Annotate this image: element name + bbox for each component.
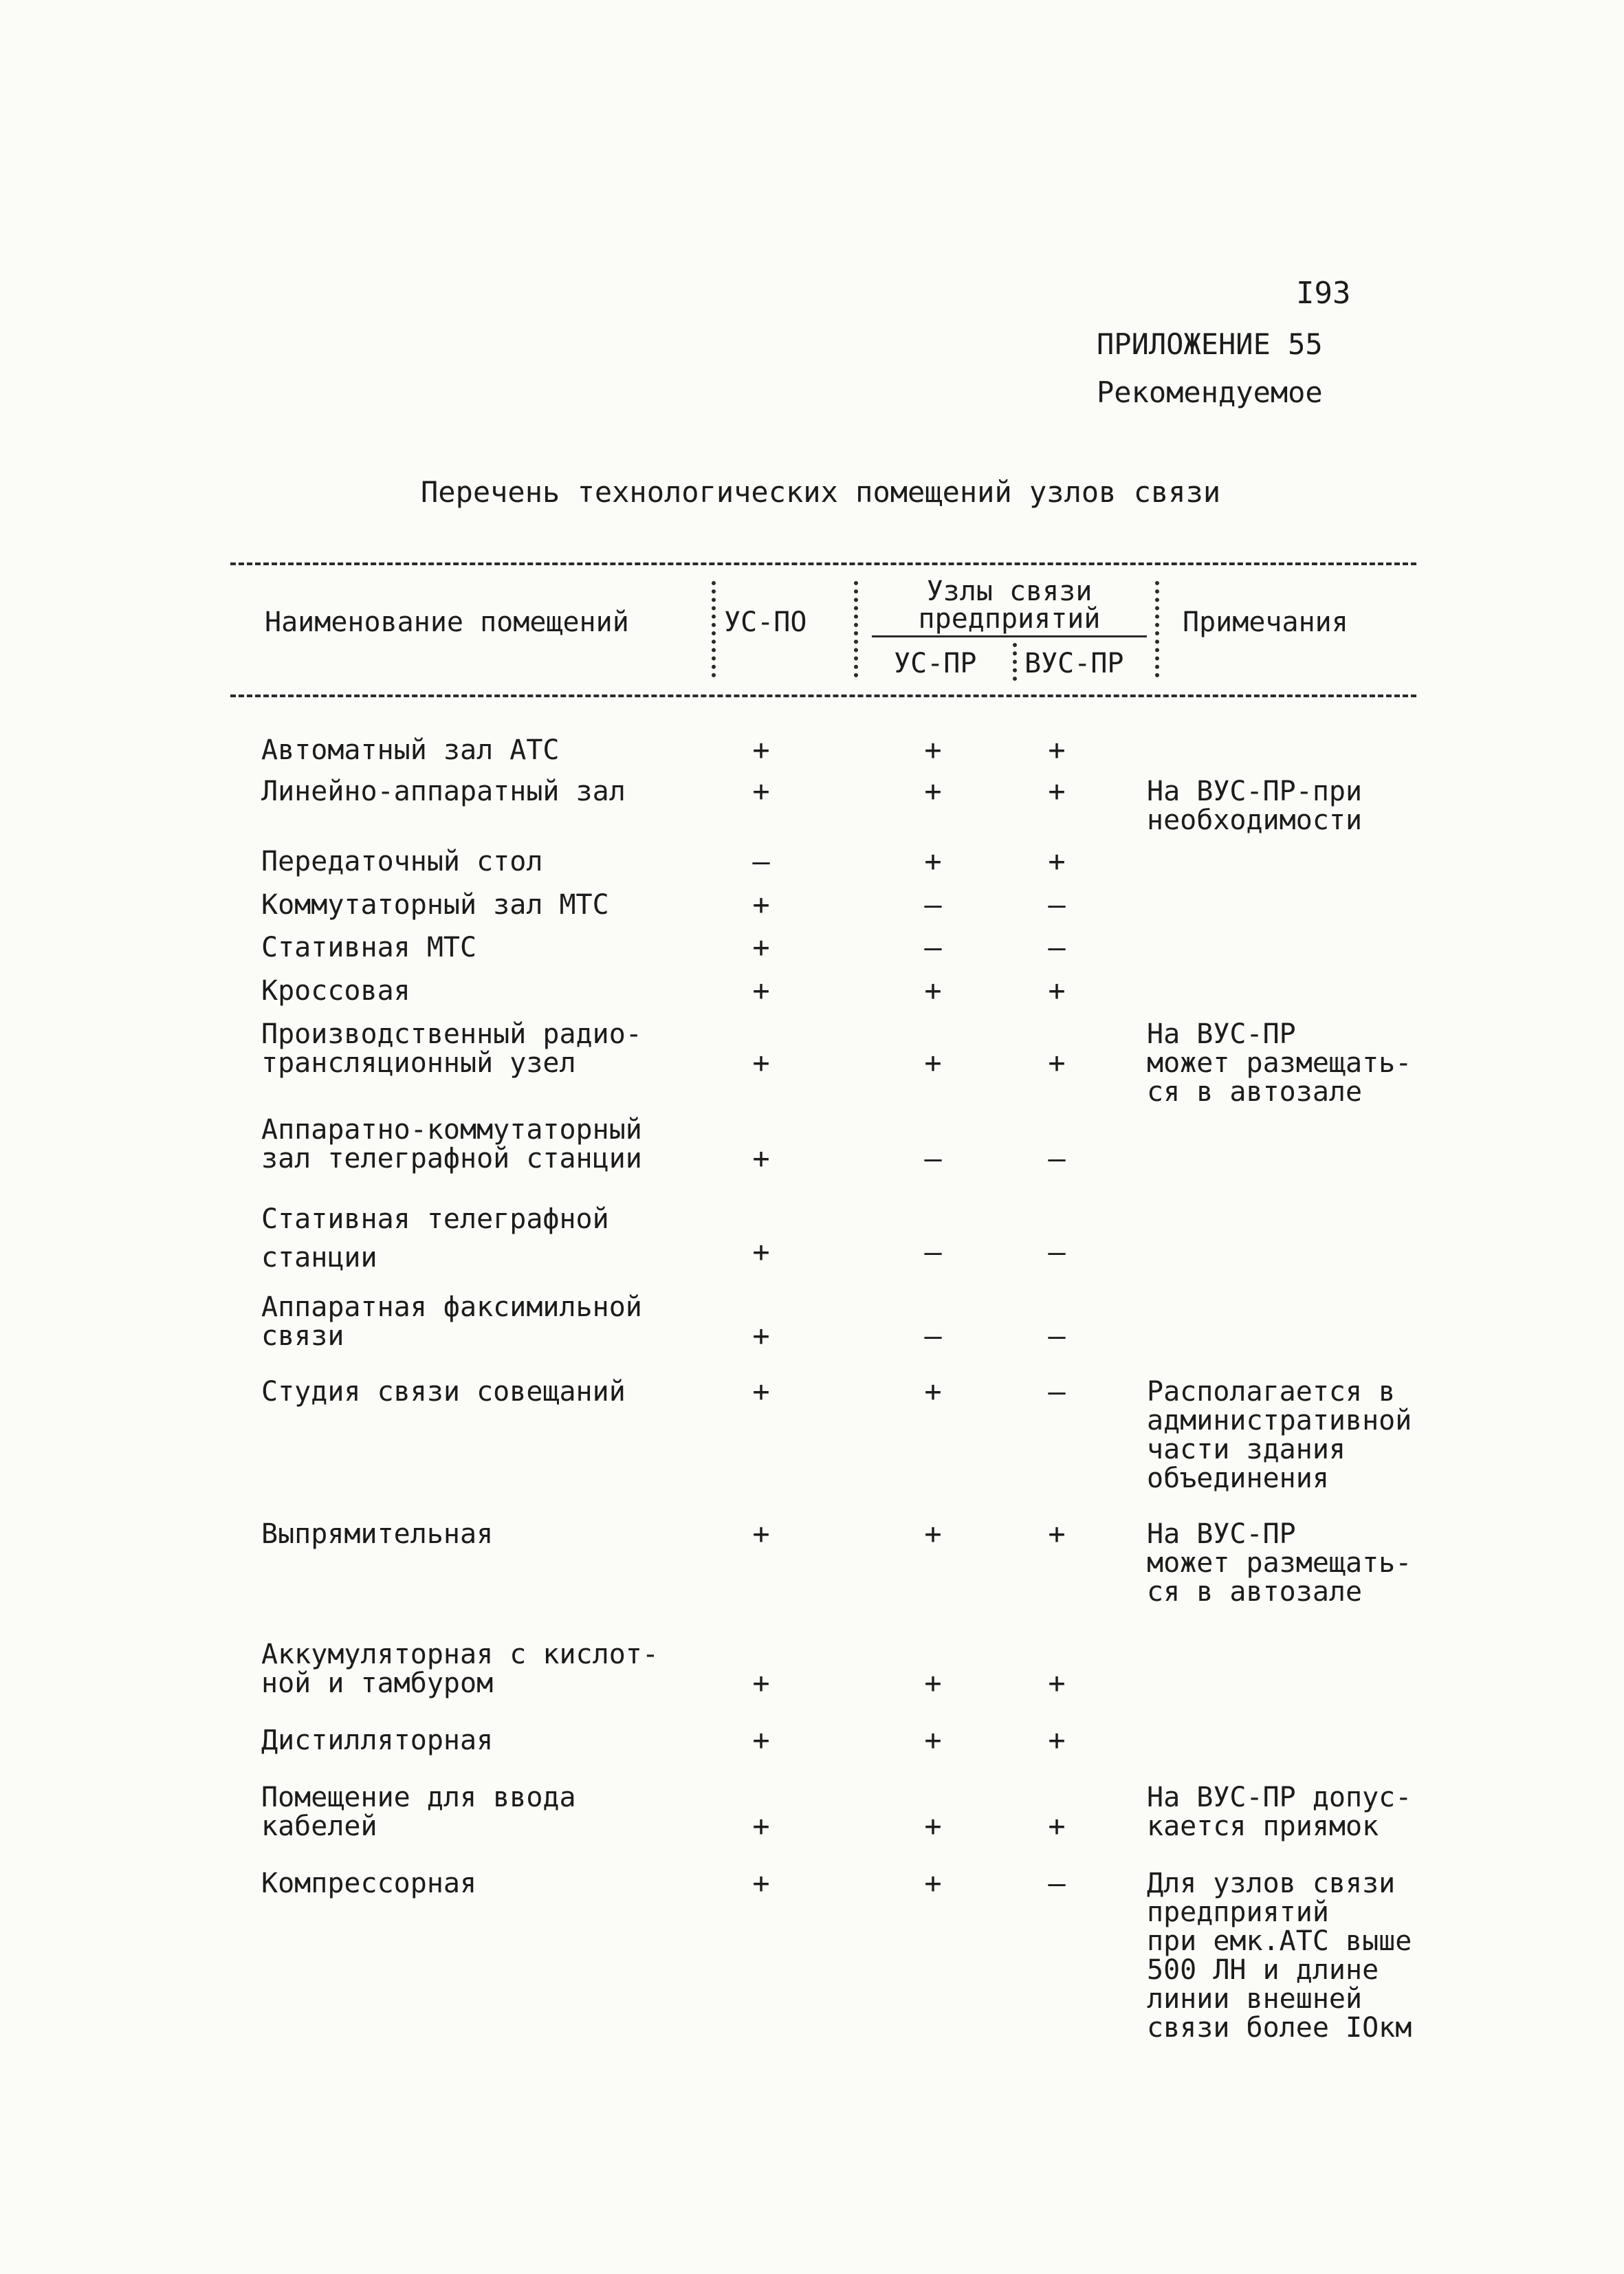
mark-us-pr: +	[924, 1666, 942, 1700]
room-name: Линейно-аппаратный зал	[261, 776, 626, 807]
page-number: I93	[1296, 276, 1351, 311]
mark-vus-pr: +	[1048, 1046, 1066, 1080]
recommended-label: Рекомендуемое	[1097, 375, 1323, 409]
mark-us-pr: –	[924, 1235, 942, 1269]
room-name: Передаточный стол	[261, 846, 543, 877]
mark-us-pr: +	[924, 1375, 942, 1408]
mark-vus-pr: +	[1048, 1723, 1066, 1757]
row-note: Для узлов связи предприятий при емк.АТС выше 500 ЛН и длине линии внешней связи более IOкм	[1147, 1868, 1412, 2044]
header-group-label: Узлы связи предприятий	[918, 576, 1101, 635]
room-name: Стативная МТС	[261, 932, 477, 963]
room-name: Студия связи совещаний	[261, 1376, 626, 1408]
mark-vus-pr: –	[1048, 1141, 1066, 1175]
mark-us-po: +	[752, 1809, 770, 1843]
mark-us-pr: +	[924, 1517, 942, 1551]
mark-us-pr: +	[924, 774, 942, 808]
mark-us-po: +	[752, 1375, 770, 1408]
mark-us-po: +	[752, 774, 770, 808]
col-divider-1	[712, 581, 716, 677]
mark-vus-pr: –	[1048, 888, 1066, 921]
row-note: На ВУС-ПР может размещать- ся в автозале	[1147, 1018, 1412, 1108]
mark-us-po: +	[752, 1046, 770, 1080]
room-name: Коммутаторный зал МТС	[261, 889, 609, 921]
mark-vus-pr: –	[1048, 930, 1066, 964]
mark-vus-pr: +	[1048, 774, 1066, 808]
mark-us-po: +	[752, 974, 770, 1007]
mark-vus-pr: –	[1048, 1235, 1066, 1269]
mark-us-pr: +	[924, 1866, 942, 1900]
mark-us-pr: –	[924, 1319, 942, 1353]
mark-us-pr: +	[924, 1046, 942, 1080]
table-header-rule	[230, 695, 1416, 697]
mark-vus-pr: –	[1048, 1866, 1066, 1900]
mark-us-pr: +	[924, 1723, 942, 1757]
row-note: На ВУС-ПР может размещать- ся в автозале	[1147, 1518, 1412, 1608]
mark-us-po: +	[752, 1517, 770, 1551]
mark-us-po: +	[752, 1319, 770, 1353]
header-us-pr: УС-ПР	[894, 648, 977, 679]
room-name: Аппаратная факсимильной связи	[261, 1291, 642, 1352]
header-vus-pr: ВУС-ПР	[1024, 648, 1124, 679]
header-notes: Примечания	[1183, 606, 1348, 638]
mark-vus-pr: +	[1048, 733, 1066, 767]
room-name: Выпрямительная	[261, 1518, 494, 1550]
room-name: Дистилляторная	[261, 1725, 494, 1756]
room-name: Автоматный зал АТС	[261, 734, 560, 766]
mark-vus-pr: +	[1048, 1517, 1066, 1551]
mark-us-po: +	[752, 1141, 770, 1175]
row-note: На ВУС-ПР-при необходимости	[1147, 776, 1363, 836]
appendix-label: ПРИЛОЖЕНИЕ 55	[1097, 327, 1323, 361]
mark-us-pr: –	[924, 1141, 942, 1175]
mark-us-pr: +	[924, 1809, 942, 1843]
mark-us-po: +	[752, 733, 770, 767]
mark-us-po: +	[752, 930, 770, 964]
table-top-rule	[230, 562, 1416, 565]
room-name: Производственный радио- трансляционный узел	[261, 1018, 642, 1079]
col-divider-3	[1013, 643, 1017, 681]
mark-us-po: +	[752, 1866, 770, 1900]
mark-us-pr: +	[924, 844, 942, 878]
row-note: Располагается в административной части здания объединения	[1147, 1376, 1412, 1494]
col-divider-4	[1155, 581, 1159, 677]
col-divider-2	[854, 581, 858, 677]
mark-us-pr: –	[924, 930, 942, 964]
mark-vus-pr: +	[1048, 844, 1066, 878]
room-name: Кроссовая	[261, 975, 410, 1007]
mark-us-po: +	[752, 888, 770, 921]
mark-vus-pr: +	[1048, 974, 1066, 1007]
mark-us-pr: +	[924, 733, 942, 767]
mark-vus-pr: +	[1048, 1666, 1066, 1700]
room-name: Аккумуляторная с кислот- ной и тамбуром	[261, 1639, 659, 1699]
mark-vus-pr: –	[1048, 1319, 1066, 1353]
row-note: На ВУС-ПР допус- кается приямок	[1147, 1782, 1412, 1842]
mark-us-po: +	[752, 1723, 770, 1757]
mark-vus-pr: +	[1048, 1809, 1066, 1843]
page-title: Перечень технологических помещений узлов связи	[421, 475, 1221, 509]
mark-us-po: –	[752, 844, 770, 878]
header-name: Наименование помещений	[265, 606, 629, 638]
mark-us-pr: –	[924, 888, 942, 921]
header-us-po: УС-ПО	[724, 606, 807, 638]
header-group	[872, 578, 1147, 637]
room-name: Аппаратно-коммутаторный зал телеграфной станции	[261, 1114, 642, 1174]
mark-us-po: +	[752, 1666, 770, 1700]
mark-vus-pr: –	[1048, 1375, 1066, 1408]
mark-us-po: +	[752, 1235, 770, 1269]
room-name: Помещение для ввода кабелей	[261, 1782, 576, 1842]
room-name: Компрессорная	[261, 1868, 477, 1899]
room-name: Стативная телеграфной станции	[261, 1203, 609, 1273]
mark-us-pr: +	[924, 974, 942, 1007]
